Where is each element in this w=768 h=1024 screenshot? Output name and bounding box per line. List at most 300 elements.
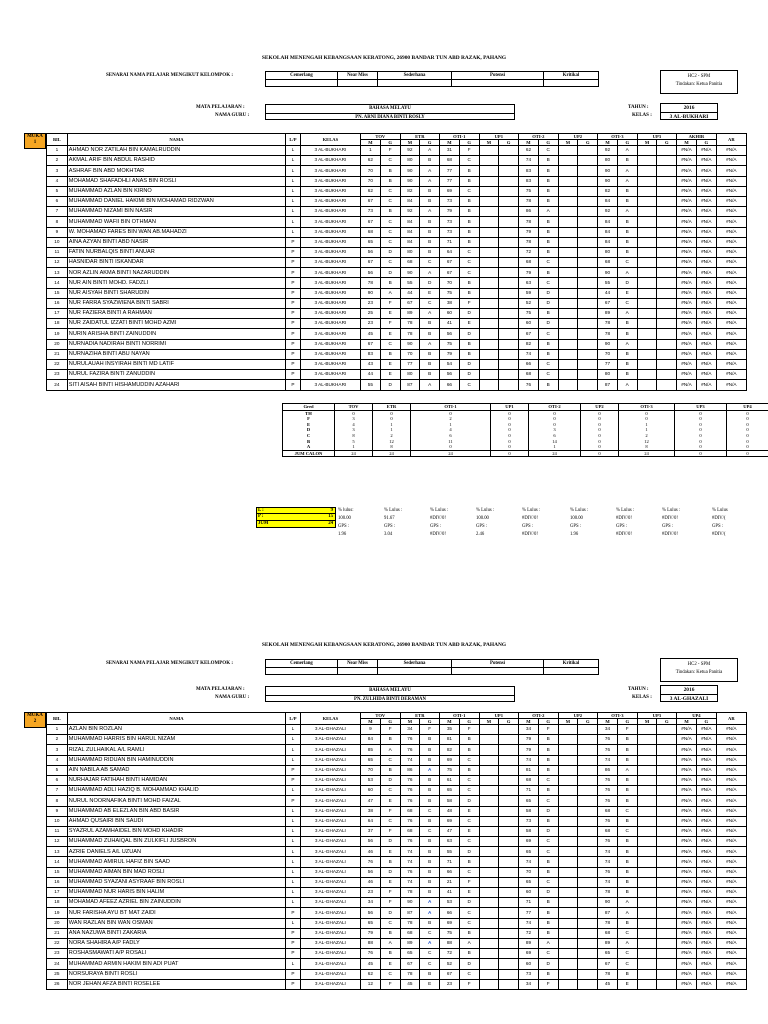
table-cell: 89 xyxy=(519,938,539,948)
table-cell xyxy=(578,319,598,329)
table-cell: 56 xyxy=(440,329,460,339)
table-cell: 80 xyxy=(400,247,420,257)
table-cell: B xyxy=(538,918,558,928)
grade-subheader: G xyxy=(657,140,677,146)
table-cell: #N/A xyxy=(677,176,697,186)
table-cell: C xyxy=(459,156,479,166)
table-cell: 61 xyxy=(440,775,460,785)
table-cell: B xyxy=(617,837,637,847)
table-cell: C xyxy=(459,268,479,278)
table-row xyxy=(47,156,747,166)
table-row xyxy=(47,227,747,237)
muka-badge-1: MUKA 1 xyxy=(24,133,46,149)
table-cell: 73 xyxy=(440,196,460,206)
table-cell: 80 xyxy=(400,370,420,380)
table-cell: #N/A xyxy=(677,888,697,898)
pass-rate-cell: #DIV/0! xyxy=(616,516,632,521)
table-cell xyxy=(578,268,598,278)
table-cell: B xyxy=(420,217,440,227)
table-cell: 78 xyxy=(400,329,420,339)
table-row xyxy=(47,938,747,948)
table-cell xyxy=(637,268,657,278)
table-cell: B xyxy=(617,227,637,237)
table-cell: #N/A xyxy=(716,918,746,928)
table-cell: B xyxy=(617,156,637,166)
table-cell: B xyxy=(420,156,440,166)
table-cell xyxy=(637,359,657,369)
table-cell xyxy=(479,796,499,806)
table-cell xyxy=(578,888,598,898)
grade-count: 0 xyxy=(491,444,529,450)
table-row xyxy=(47,857,747,867)
mark-subheader: M xyxy=(637,140,657,146)
table-cell: #N/A xyxy=(696,877,716,887)
table-cell: 12 xyxy=(47,258,68,268)
table-cell: A xyxy=(538,207,558,217)
table-cell: 78 xyxy=(598,888,618,898)
table-cell: E xyxy=(380,847,400,857)
table-cell xyxy=(657,156,677,166)
table-cell xyxy=(558,176,578,186)
table-cell: 1 xyxy=(361,146,381,156)
table-cell: B xyxy=(420,775,440,785)
table-cell: #N/A xyxy=(677,725,697,735)
table-cell: 70 xyxy=(361,176,381,186)
grade-count: 0 xyxy=(581,416,619,422)
table-cell: #N/A xyxy=(716,898,746,908)
table-cell: #N/A xyxy=(677,857,697,867)
pass-rate-cell: % Lulus : xyxy=(616,508,635,513)
table-cell xyxy=(637,217,657,227)
table-row xyxy=(47,837,747,847)
table-cell: 3 AL-GHAZALI xyxy=(300,898,360,908)
table-cell: 14 xyxy=(47,857,68,867)
table-cell: #N/A xyxy=(677,217,697,227)
table-cell: B xyxy=(617,370,637,380)
table-cell: #N/A xyxy=(716,938,746,948)
table-cell xyxy=(657,928,677,938)
table-cell: 3 AL-BUKHARI xyxy=(300,207,360,217)
table-cell: B xyxy=(459,278,479,288)
pass-rate-cell: #DIV/0! xyxy=(430,532,446,537)
summary-col-header: TOV xyxy=(335,404,373,411)
table-cell: #N/A xyxy=(677,765,697,775)
table-cell: C xyxy=(380,186,400,196)
table-cell: #N/A xyxy=(696,826,716,836)
table-cell: C xyxy=(380,217,400,227)
table-cell: D xyxy=(380,247,400,257)
table-cell xyxy=(479,979,499,989)
table-cell xyxy=(578,796,598,806)
table-cell xyxy=(578,847,598,857)
table-cell: #N/A xyxy=(716,837,746,847)
table-cell: D xyxy=(538,959,558,969)
student-name: MOHAMAD AFEEZ AZRIEL BIN ZAINUDDIN xyxy=(67,898,285,908)
table-cell xyxy=(558,359,578,369)
table-cell: 75 xyxy=(440,765,460,775)
table-cell: 3 AL-BUKHARI xyxy=(300,288,360,298)
table-cell: 65 xyxy=(361,755,381,765)
table-cell xyxy=(558,857,578,867)
table-cell: F xyxy=(459,146,479,156)
table-cell xyxy=(637,247,657,257)
table-cell: 54 xyxy=(440,359,460,369)
table-cell: 34 xyxy=(519,979,539,989)
table-cell: B xyxy=(420,247,440,257)
student-name: AHMAD NOR ZATILAH BIN KAMALRUDDIN xyxy=(67,146,285,156)
table-cell: B xyxy=(380,765,400,775)
table-cell xyxy=(637,938,657,948)
table-cell xyxy=(578,196,598,206)
table-cell: #N/A xyxy=(677,775,697,785)
grade-count: 0 xyxy=(675,444,727,450)
table-cell: #N/A xyxy=(677,268,697,278)
table-cell: C xyxy=(459,969,479,979)
table-cell: 70 xyxy=(519,867,539,877)
table-cell: F xyxy=(538,979,558,989)
table-cell xyxy=(657,207,677,217)
table-cell: 18 xyxy=(47,319,68,329)
school-title-2: SEKOLAH MENENGAH KEBANGSAAN KERATONG, 26900 BANDAR TUN ABD RAZAK, PAHANG xyxy=(261,642,507,648)
table-cell: 77 xyxy=(519,908,539,918)
table-cell: 76 xyxy=(598,735,618,745)
table-cell: 3 AL-BUKHARI xyxy=(300,146,360,156)
table-cell: C xyxy=(420,298,440,308)
table-cell: 21 xyxy=(47,928,68,938)
table-cell xyxy=(558,969,578,979)
table-cell: D xyxy=(380,837,400,847)
table-cell: 70 xyxy=(361,765,381,775)
table-cell: 58 xyxy=(519,826,539,836)
table-cell xyxy=(479,908,499,918)
table-cell: 76 xyxy=(400,775,420,785)
table-cell: 76 xyxy=(598,867,618,877)
table-cell: A xyxy=(420,380,440,390)
table-cell: 67 xyxy=(400,959,420,969)
table-cell: 71 xyxy=(519,898,539,908)
table-cell: 3 AL-BUKHARI xyxy=(300,319,360,329)
subject-box-1 xyxy=(265,104,515,120)
table-row xyxy=(47,359,747,369)
table-cell xyxy=(479,207,499,217)
table-cell: #N/A xyxy=(716,806,746,816)
table-cell xyxy=(657,725,677,735)
table-cell: 68 xyxy=(440,156,460,166)
table-cell: B xyxy=(459,745,479,755)
grade-count: 0 xyxy=(727,416,768,422)
table-cell: #N/A xyxy=(677,806,697,816)
subject-value-2: BAHASA MELAYU xyxy=(266,687,514,696)
table-cell: P xyxy=(286,268,301,278)
table-cell: A xyxy=(617,938,637,948)
exam-col: OTI-3 xyxy=(598,713,638,719)
table-cell: C xyxy=(380,755,400,765)
table-cell: F xyxy=(380,826,400,836)
grade-count: 0 xyxy=(727,439,768,445)
table-cell: 12 xyxy=(47,837,68,847)
table-cell: 52 xyxy=(440,959,460,969)
table-cell: 92 xyxy=(400,146,420,156)
table-cell: #N/A xyxy=(677,349,697,359)
table-cell: P xyxy=(286,969,301,979)
grade-count: 0 xyxy=(675,433,727,439)
year-box-1 xyxy=(660,103,718,120)
table-cell: 25 xyxy=(361,309,381,319)
table-cell: B xyxy=(617,735,637,745)
table-cell: 43 xyxy=(361,359,381,369)
table-cell xyxy=(578,166,598,176)
col-ar: AR xyxy=(716,134,746,146)
table-cell: B xyxy=(617,847,637,857)
table-cell xyxy=(637,278,657,288)
table-row xyxy=(47,278,747,288)
table-cell xyxy=(637,186,657,196)
table-cell: 44 xyxy=(361,370,381,380)
table-cell: 77 xyxy=(400,359,420,369)
table-cell: 20 xyxy=(47,918,68,928)
table-cell: 88 xyxy=(361,938,381,948)
student-name: MUHAMMAD AZLAN BIN KIRNO xyxy=(67,186,285,196)
table-cell: #N/A xyxy=(677,207,697,217)
table-cell: 84 xyxy=(598,227,618,237)
table-cell: 86 xyxy=(519,207,539,217)
grade-count: 24 xyxy=(619,450,675,457)
table-cell xyxy=(499,857,519,867)
grade-subheader: G xyxy=(657,719,677,725)
senarai-label-1: SENARAI NAMA PELAJAR MENGIKUT KELOMPOK : xyxy=(106,73,233,78)
table-cell: P xyxy=(286,349,301,359)
table-cell xyxy=(499,319,519,329)
table-cell xyxy=(479,359,499,369)
year-box-2 xyxy=(660,685,718,702)
table-cell: #N/A xyxy=(677,247,697,257)
table-cell: A xyxy=(380,745,400,755)
table-cell: B xyxy=(538,186,558,196)
table-cell: 34 xyxy=(598,725,618,735)
pass-rate-cell: GPS : xyxy=(570,524,582,529)
table-cell xyxy=(637,837,657,847)
table-cell xyxy=(558,298,578,308)
table-cell: 75 xyxy=(440,928,460,938)
grade-count: 1 xyxy=(335,444,373,450)
table-cell: 83 xyxy=(519,166,539,176)
table-cell: 56 xyxy=(361,908,381,918)
table-cell: 90 xyxy=(598,339,618,349)
table-cell: 13 xyxy=(47,268,68,278)
table-cell xyxy=(657,826,677,836)
table-cell: #N/A xyxy=(696,268,716,278)
table-row xyxy=(47,370,747,380)
table-cell: 70 xyxy=(361,166,381,176)
table-cell xyxy=(499,247,519,257)
table-cell: A xyxy=(538,938,558,948)
table-cell xyxy=(657,857,677,867)
table-cell xyxy=(499,938,519,948)
table-cell: 15 xyxy=(47,288,68,298)
table-cell: L xyxy=(286,918,301,928)
pass-rate-cell: #DIV/( xyxy=(712,532,726,537)
table-cell: 84 xyxy=(598,196,618,206)
table-cell xyxy=(657,806,677,816)
table-cell: #N/A xyxy=(716,237,746,247)
table-cell: #N/A xyxy=(677,288,697,298)
table-cell: 18 xyxy=(47,898,68,908)
table-cell: 76 xyxy=(400,796,420,806)
table-cell: 62 xyxy=(519,146,539,156)
table-cell xyxy=(558,918,578,928)
pass-rate-cell: #DIV/0! xyxy=(662,516,678,521)
table-cell: #N/A xyxy=(716,359,746,369)
table-cell xyxy=(578,176,598,186)
table-cell: A xyxy=(380,288,400,298)
table-cell: #N/A xyxy=(696,898,716,908)
table-cell: 63 xyxy=(519,278,539,288)
table-cell xyxy=(558,959,578,969)
table-cell: 14 xyxy=(47,278,68,288)
table-cell: #N/A xyxy=(696,359,716,369)
table-cell: 44 xyxy=(598,288,618,298)
table-cell: #N/A xyxy=(677,370,697,380)
table-cell xyxy=(637,288,657,298)
table-cell xyxy=(558,278,578,288)
pass-rate-cell: 100.00 xyxy=(338,516,351,521)
table-cell xyxy=(657,329,677,339)
pass-rate-cell: 3.04 xyxy=(384,532,393,537)
table-cell: C xyxy=(420,959,440,969)
student-name: NURHAJAR FATIHAH BINTI HAMIDAN xyxy=(67,775,285,785)
table-cell: 68 xyxy=(598,258,618,268)
table-cell: 68 xyxy=(400,928,420,938)
table-cell: C xyxy=(380,969,400,979)
pass-rate-cell: #DIV/0! xyxy=(430,516,446,521)
exam-col: UP4 xyxy=(677,713,717,719)
table-cell: F xyxy=(420,725,440,735)
grade-subheader: G xyxy=(380,719,400,725)
table-cell: 74 xyxy=(598,877,618,887)
table-cell: 62 xyxy=(361,969,381,979)
student-name: MUHAMMAD RIDUAN BIN HAMINUDDIN xyxy=(67,755,285,765)
table-cell: D xyxy=(420,278,440,288)
table-cell: #N/A xyxy=(677,278,697,288)
table-cell xyxy=(558,217,578,227)
table-cell: B xyxy=(538,237,558,247)
table-cell xyxy=(479,826,499,836)
table-cell: #N/A xyxy=(696,969,716,979)
table-cell: C xyxy=(617,806,637,816)
student-name: AINA AZYAN BINTI ABD NASIR xyxy=(67,237,285,247)
table-cell: C xyxy=(617,826,637,836)
table-cell: A xyxy=(617,339,637,349)
table-cell xyxy=(578,288,598,298)
table-cell: 71 xyxy=(440,237,460,247)
table-cell xyxy=(499,847,519,857)
table-cell xyxy=(499,156,519,166)
table-cell: 69 xyxy=(519,837,539,847)
table-cell xyxy=(657,938,677,948)
table-cell: #N/A xyxy=(716,298,746,308)
table-cell: 68 xyxy=(400,826,420,836)
table-row xyxy=(47,725,747,735)
table-cell: 44 xyxy=(400,288,420,298)
table-cell xyxy=(657,217,677,227)
table-cell: 84 xyxy=(400,196,420,206)
cat-kritikal: Kritikal xyxy=(543,659,599,668)
table-cell: #N/A xyxy=(696,298,716,308)
mark-subheader: M xyxy=(440,140,460,146)
table-cell: A xyxy=(617,380,637,390)
table-cell: 87 xyxy=(598,908,618,918)
table-cell: 4 xyxy=(47,176,68,186)
table-row xyxy=(47,775,747,785)
table-cell: D xyxy=(459,959,479,969)
table-cell xyxy=(578,959,598,969)
table-cell: 79 xyxy=(440,207,460,217)
grade-subheader: G xyxy=(617,719,637,725)
mark-subheader: M xyxy=(400,140,420,146)
table-row xyxy=(47,196,747,206)
table-cell xyxy=(558,816,578,826)
table-cell xyxy=(637,227,657,237)
table-cell: 3 xyxy=(47,166,68,176)
pass-rate-cell: % Lulus : xyxy=(570,508,589,513)
student-name: MUHAMMAD ADLI HAZIQ B. MOHAMMAD KHALID xyxy=(67,786,285,796)
table-cell: D xyxy=(459,370,479,380)
table-cell xyxy=(657,969,677,979)
table-cell: A xyxy=(617,268,637,278)
table-cell: A xyxy=(459,938,479,948)
table-cell: #N/A xyxy=(696,217,716,227)
hc-label: HC2 - SPM xyxy=(687,74,711,79)
table-cell: L xyxy=(286,867,301,877)
grade-count: 1 xyxy=(373,422,411,428)
table-cell: B xyxy=(459,166,479,176)
table-cell: #N/A xyxy=(696,339,716,349)
table-cell: 3 AL-BUKHARI xyxy=(300,237,360,247)
table-cell xyxy=(578,969,598,979)
table-cell xyxy=(578,156,598,166)
table-cell xyxy=(499,816,519,826)
student-name: NURULAUAH INSYIRAH BINTI MD LATIF xyxy=(67,359,285,369)
table-cell: C xyxy=(380,816,400,826)
table-cell: B xyxy=(420,888,440,898)
table-cell: 74 xyxy=(598,755,618,765)
table-row xyxy=(47,329,747,339)
table-cell: 75 xyxy=(440,288,460,298)
table-cell: #N/A xyxy=(677,298,697,308)
table-cell xyxy=(499,826,519,836)
table-cell: 73 xyxy=(440,227,460,237)
table-cell: #N/A xyxy=(716,217,746,227)
col-ar: AR xyxy=(716,713,746,725)
table-cell: #N/A xyxy=(677,329,697,339)
grade-subheader: G xyxy=(538,140,558,146)
grade-count: 0 xyxy=(581,433,619,439)
table-cell: E xyxy=(459,888,479,898)
table-row xyxy=(47,755,747,765)
table-row xyxy=(47,217,747,227)
table-cell: 80 xyxy=(400,156,420,166)
table-cell xyxy=(479,156,499,166)
table-cell: #N/A xyxy=(696,176,716,186)
pass-rate-cell: #DIV/0! xyxy=(522,516,538,521)
table-cell: 3 AL-BUKHARI xyxy=(300,370,360,380)
table-cell xyxy=(578,349,598,359)
table-cell: E xyxy=(380,370,400,380)
table-cell: 3 AL-GHAZALI xyxy=(300,888,360,898)
grade-count: 0 xyxy=(727,433,768,439)
table-cell: #N/A xyxy=(716,268,746,278)
table-cell: B xyxy=(538,898,558,908)
